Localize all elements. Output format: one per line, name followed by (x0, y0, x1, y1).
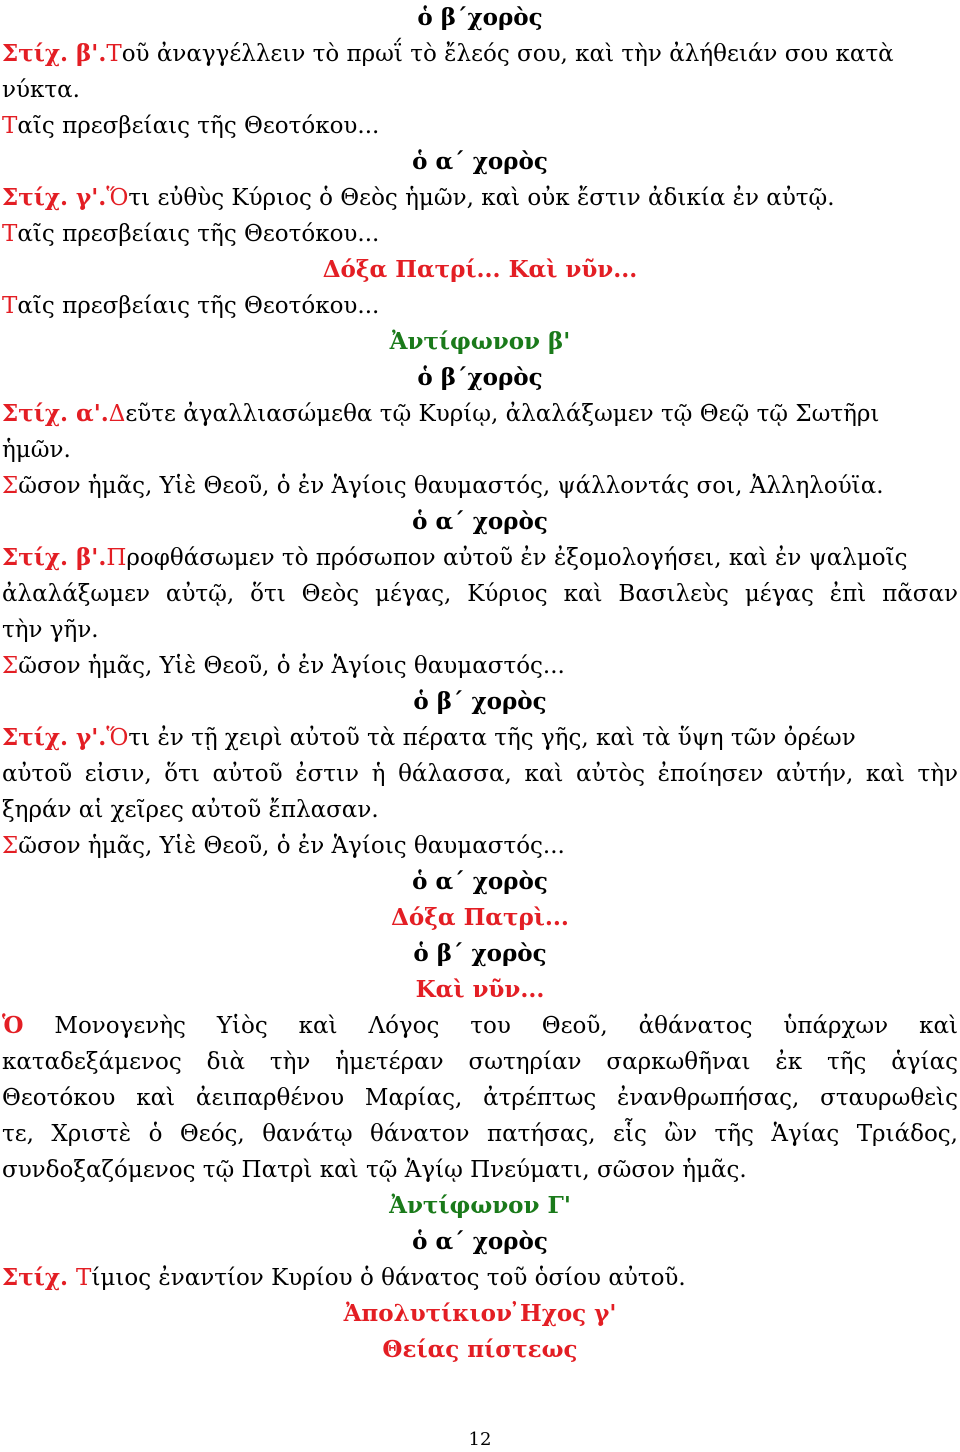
verse-line (2, 1260, 958, 1296)
text-line-content: Θεοτόκου καὶ ἀειπαρθένου Μαρίας, ἀτρέπτως ἐνανθρωπήσας, σταυρωθεὶς (2, 1085, 958, 1111)
refrain-text: ῶσον ἡμᾶς, Υἱὲ Θεοῦ, ὁ ἐν Ἁγίοις θαυμαστός, ψάλλοντάς σοι, Ἀλληλούϊα. (18, 473, 884, 499)
verse-line (2, 36, 958, 72)
antiphon-heading (2, 1188, 958, 1224)
text-line-content: συνδοξαζόμενος τῷ Πατρὶ καὶ τῷ Ἁγίῳ Πνεύματι, σῶσον ἡμᾶς. (2, 1157, 747, 1183)
text-line (2, 1044, 958, 1080)
verse-label: Στίχ. β'. (2, 40, 107, 67)
choir-heading (2, 1224, 958, 1260)
refrain-line (2, 108, 958, 144)
hymn-line (2, 1008, 958, 1044)
text-line (2, 576, 958, 612)
choir-heading-text: ὁ α΄ χορὸς (412, 508, 548, 535)
refrain-initial: Τ (2, 293, 18, 319)
choir-heading (2, 936, 958, 972)
verse-label: Στίχ. α'. (2, 400, 109, 427)
refrain-initial: Τ (2, 221, 18, 247)
text-line-content: νύκτα. (2, 77, 80, 103)
verse-initial: Τ (106, 41, 122, 67)
section-heading (2, 1332, 958, 1368)
choir-heading-text: ὁ α΄ χορὸς (412, 1228, 548, 1255)
refrain-initial: Τ (2, 113, 18, 139)
verse-text: ίμιος ἐναντίον Κυρίου ὁ θάνατος τοῦ ὁσίου αὐτοῦ. (91, 1265, 686, 1291)
choir-heading (2, 684, 958, 720)
choir-heading (2, 864, 958, 900)
choir-heading-text: ὁ β΄χορὸς (417, 4, 543, 31)
text-line (2, 792, 958, 828)
refrain-line (2, 468, 958, 504)
choir-heading (2, 504, 958, 540)
antiphon-heading (2, 324, 958, 360)
text-line-content: τὴν γῆν. (2, 617, 99, 643)
verse-initial: Τ (76, 1265, 92, 1291)
refrain-text: αῖς πρεσβείαις τῆς Θεοτόκου... (17, 113, 380, 139)
refrain-line (2, 648, 958, 684)
verse-label: Στίχ. γ'. (2, 724, 107, 751)
antiphon-heading-text: Ἀντίφωνον Γ' (389, 1192, 571, 1219)
text-line-content: ξηράν αἱ χεῖρες αὐτοῦ ἔπλασαν. (2, 797, 379, 823)
choir-heading-text: ὁ β΄ χορὸς (413, 940, 547, 967)
verse-text: εῦτε ἀγαλλιασώμεθα τῷ Κυρίῳ, ἀλαλάξωμεν τῷ Θεῷ τῷ Σωτῆρι (125, 401, 880, 427)
text-line (2, 1152, 958, 1188)
section-heading (2, 972, 958, 1008)
text-line (2, 72, 958, 108)
choir-heading (2, 0, 958, 36)
section-heading-text: Δόξα Πατρὶ... (391, 904, 569, 931)
refrain-text: ῶσον ἡμᾶς, Υἱὲ Θεοῦ, ὁ ἐν Ἁγίοις θαυμαστός... (18, 653, 565, 679)
text-line-content: τε, Χριστὲ ὁ Θεός, θανάτῳ θάνατον πατήσας, εἷς ὢν τῆς Ἁγίας Τριάδος, (2, 1121, 958, 1147)
verse-line (2, 720, 958, 756)
text-line-content: ἀλαλάξωμεν αὐτῷ, ὅτι Θεὸς μέγας, Κύριος καὶ Βασιλεὺς μέγας ἐπὶ πᾶσαν (2, 581, 958, 607)
refrain-text: αῖς πρεσβείαις τῆς Θεοτόκου... (17, 293, 380, 319)
section-heading-text: Καὶ νῦν... (415, 976, 545, 1003)
verse-label: Στίχ. (2, 1264, 77, 1291)
text-line (2, 756, 958, 792)
antiphon-heading-text: Ἀντίφωνον β' (389, 328, 571, 355)
refrain-line (2, 288, 958, 324)
text-line (2, 612, 958, 648)
text-line-content: καταδεξάμενος διὰ τὴν ἡμετέραν σωτηρίαν σαρκωθῆναι ἐκ τῆς ἁγίας (2, 1049, 958, 1075)
section-heading (2, 900, 958, 936)
hymn-text: Μονογενὴς Υἱὸς καὶ Λόγος του Θεοῦ, ἀθάνατος ὑπάρχων καὶ (23, 1013, 958, 1039)
refrain-line (2, 216, 958, 252)
verse-initial: Ὅ (106, 725, 129, 751)
section-heading (2, 1296, 958, 1332)
verse-label: Στίχ. γ'. (2, 184, 107, 211)
refrain-line (2, 828, 958, 864)
page-number: 12 (468, 1429, 492, 1450)
verse-initial: Ὅ (106, 185, 129, 211)
text-line (2, 432, 958, 468)
verse-text: οῦ ἀναγγέλλειν τὸ πρωΐ τὸ ἔλεός σου, καὶ τὴν ἀλήθειάν σου κατὰ (121, 41, 894, 67)
verse-line (2, 396, 958, 432)
section-heading-text: Ἀπολυτίκιον ̓Ηχος γ' (343, 1300, 617, 1327)
text-line-content: αὐτοῦ εἰσιν, ὅτι αὐτοῦ ἐστιν ἡ θάλασσα, καὶ αὐτὸς ἐποίησεν αὐτήν, καὶ τὴν (2, 761, 958, 787)
refrain-text: ῶσον ἡμᾶς, Υἱὲ Θεοῦ, ὁ ἐν Ἁγίοις θαυμαστός... (18, 833, 565, 859)
text-line (2, 1080, 958, 1116)
choir-heading (2, 360, 958, 396)
verse-text: τι ἐν τῇ χειρὶ αὐτοῦ τὰ πέρατα τῆς γῆς, καὶ τὰ ὕψη τῶν ὀρέων (128, 725, 856, 751)
section-heading (2, 252, 958, 288)
text-line-content: ἡμῶν. (2, 437, 71, 463)
refrain-initial: Σ (2, 653, 19, 679)
verse-text: τι εὐθὺς Κύριος ὁ Θεὸς ἡμῶν, καὶ οὐκ ἔστιν ἀδικία ἐν αὐτῷ. (128, 185, 835, 211)
verse-label: Στίχ. β'. (2, 544, 107, 571)
choir-heading-text: ὁ α΄ χορὸς (412, 868, 548, 895)
choir-heading-text: ὁ β΄ χορὸς (413, 688, 547, 715)
verse-line (2, 180, 958, 216)
choir-heading-text: ὁ β΄χορὸς (417, 364, 543, 391)
verse-text: ροφθάσωμεν τὸ πρόσωπον αὐτοῦ ἐν ἐξομολογήσει, καὶ ἐν ψαλμοῖς (126, 545, 908, 571)
hymn-initial: Ὁ (2, 1012, 24, 1039)
verse-initial: Δ (108, 401, 126, 427)
verse-initial: Π (106, 545, 127, 571)
liturgical-text (2, 0, 958, 1368)
choir-heading-text: ὁ α΄ χορὸς (412, 148, 548, 175)
refrain-text: αῖς πρεσβείαις τῆς Θεοτόκου... (17, 221, 380, 247)
verse-line (2, 540, 958, 576)
section-heading-text: Θείας πίστεως (382, 1336, 578, 1363)
section-heading-text: Δόξα Πατρί... Καὶ νῦν... (322, 256, 638, 283)
refrain-initial: Σ (2, 833, 19, 859)
text-line (2, 1116, 958, 1152)
choir-heading (2, 144, 958, 180)
refrain-initial: Σ (2, 473, 19, 499)
